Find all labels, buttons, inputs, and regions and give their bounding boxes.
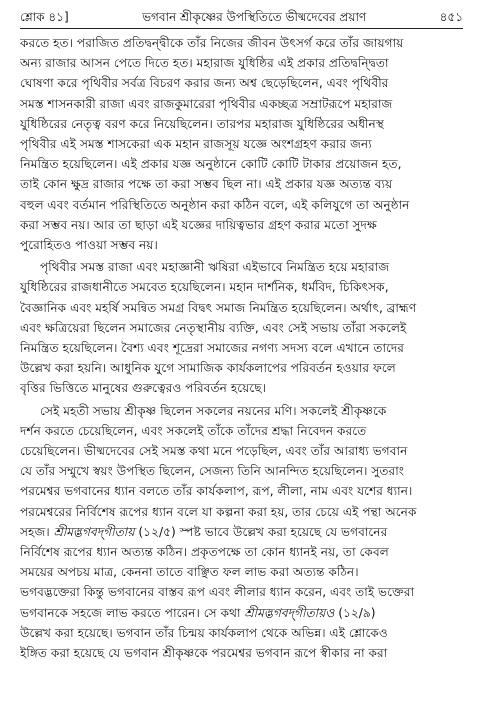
text-line: পৃথিবীর এই সমস্ত শাসকেরা এক মহান রাজসূয় যজ্ঞে অংশগ্রহণ করার জন্য (20, 137, 372, 152)
text-line: করতে হত। পরাজিত প্রতিদ্বন্দ্বীকে তাঁর নিজের জীবন উৎসর্গ করে তাঁর জায়গায় (20, 36, 404, 50)
text-line: এবং ক্ষত্রিয়েরা ছিলেন সমাজের নেতৃস্থানীয় ব্যক্তি, এবং সেই সভায় তাঁরা সকলেই (20, 320, 407, 335)
text-line: তাই কোন ক্ষুদ্র রাজার পক্ষে তা করা সম্ভব ছিল না। এই প্রকার যজ্ঞ অত্যন্ত ব্যয় (20, 177, 393, 192)
text-segment: (১২/৯) (334, 605, 376, 620)
text-line: সেই মহতী সভায় শ্রীকৃষ্ণ ছিলেন সকলের নয়নের মণি। সকলেই শ্রীকৃষ্ণকে (40, 403, 387, 418)
text-line: উল্লেখ করা হয়নি। আধুনিক যুগে সামাজিক কার্যকলাপের পরিবর্তন হওয়ার ফলে (20, 361, 396, 376)
verse-reference: শ্লোক ৪১] (20, 10, 69, 24)
chapter-title: ভগবান শ্রীকৃষ্ণের উপস্থিতিতে ভীষ্মদেবের প্রয়াণ (142, 10, 367, 24)
text-line: পরমেশ্বরের নির্বিশেষ রূপের ধ্যান বলে যা কল্পনা করা হয়, তার চেয়ে এই পন্থা অনেক (20, 504, 417, 519)
text-segment: (১২/৫) স্পষ্ট ভাবে উল্লেখ করা হয়েছে যে ভগবানের (134, 524, 388, 539)
text-line: দর্শন করতে চেয়েছিলেন, এবং সকলেই তাঁকে তাঁদের শ্রদ্ধা নিবেদন করতে (20, 423, 367, 438)
text-line: ভগবদ্ভক্তেরা কিন্তু ভগবানের বাস্তব রূপ এবং লীলার ধ্যান করেন, এবং তাই ভক্তেরা (20, 585, 415, 600)
text-line: পৃথিবীর সমস্ত রাজা এবং মহাজ্ঞানী ঋষিরা এইভাবে নিমন্ত্রিত হয়ে মহারাজ (40, 260, 390, 275)
text-line: নিমন্ত্রিত হয়েছিলেন। বৈশ্য এবং শূদ্রেরা সমাজের নগণ্য সদস্য বলে এখানে তাদের (20, 341, 405, 356)
page-number: ৪৫১ (439, 10, 463, 24)
text-line: পুরোহিতও পাওয়া সম্ভব নয়। (20, 238, 158, 253)
text-line-with-citation (20, 522, 463, 542)
scripture-title: শ্রীমদ্ভগবদ্‌গীতায়ও (244, 605, 335, 620)
scripture-title: শ্রীমদ্ভগবদ্‌গীতায় (53, 524, 135, 539)
text-segment: সহজ। (20, 524, 54, 539)
text-line: পরমেশ্বর ভগবানের ধ্যান বলতে তাঁর কার্যকলাপ, রূপ, লীলা, নাম এবং যশের ধ্যান। (20, 484, 413, 499)
text-line: করা সম্ভব নয়। আর তা ছাড়া এই যজ্ঞের দায়িত্বভার গ্রহণ করার মতো সুদক্ষ (20, 217, 377, 232)
text-line: সমস্ত শাসনকারী রাজা এবং রাজকুমারেরা পৃথিবীর একচ্ছত্র সম্রাটরূপে মহারাজ (20, 96, 393, 111)
text-line: যুধিষ্ঠিরের রাজধানীতে সমবেত হয়েছিলেন। মহান দার্শনিক, ধর্মবিদ, চিকিৎসক, (20, 280, 389, 295)
text-line: নিমন্ত্রিত হয়েছিলেন। এই প্রকার যজ্ঞ অনুষ্ঠানে কোটি কোটি টাকার প্রয়োজন হত, (20, 157, 402, 172)
text-line: চেয়েছিলেন। ভীষ্মদেবের সেই সমস্ত কথা মনে পড়েছিল, এবং তাঁর আরাধ্য ভগবান (20, 444, 408, 459)
paragraph-3 (20, 401, 463, 664)
paragraph-2 (20, 257, 463, 398)
text-line: বহুল এবং বর্তমান পরিস্থিতিতে অনুষ্ঠান করা কঠিন বলে, এই কলিযুগে তা অনুষ্ঠান (20, 197, 410, 212)
paragraph-1 (20, 33, 463, 255)
text-line: সময়ের অপচয় মাত্র, কেননা তাতে বাঞ্ছিত ফল লাভ করা অত্যন্ত কঠিন। (20, 565, 359, 580)
text-line: বৈজ্ঞানিক এবং মহর্ষি সমন্বিত সমগ্র বিদ্বৎ সমাজ নিমন্ত্রিত হয়েছিলেন। অর্থাৎ, ব্রাহ্মণ (20, 300, 417, 315)
text-line: বৃত্তির ভিত্তিতে মানুষের গুরুত্বেরও পরিবর্তন হয়েছে। (20, 381, 266, 396)
text-line: ঘোষণা করে পৃথিবীর সর্বত্র বিচরণ করার জন্য অশ্ব ছেড়েছিলেন, এবং পৃথিবীর (20, 76, 389, 91)
text-line: ইঙ্গিত করা হয়েছে যে ভগবান শ্রীকৃষ্ণকে পরমেশ্বর ভগবান রূপে স্বীকার না করা (20, 646, 388, 661)
text-segment: ভগবানকে সহজে লাভ করতে পারেন। সে কথা (20, 605, 245, 620)
text-line-with-citation (20, 603, 463, 623)
running-header (20, 8, 463, 29)
text-line: যুধিষ্ঠিরের নেতৃত্ব বরণ করে নিয়েছিলেন। তারপর মহারাজ যুধিষ্ঠিরের অধীনস্থ (20, 116, 384, 131)
text-line: নির্বিশেষ রূপের ধ্যান অত্যন্ত কঠিন। প্রকৃতপক্ষে তা কোন ধ্যানই নয়, তা কেবল (20, 545, 389, 560)
text-line: উল্লেখ করা হয়েছে। ভগবান তাঁর চিন্ময় কার্যকলাপ থেকে অভিন্ন। এই শ্লোকেও (20, 625, 388, 640)
body-text (20, 33, 463, 663)
text-line: অন্য রাজার আসন পেতে দিতে হত। মহারাজ যুধিষ্ঠির এই প্রকার প্রতিদ্বন্দ্বিতা (20, 56, 389, 71)
text-line: যে তাঁর সম্মুখে স্বয়ং উপস্থিত ছিলেন, সেজন্য তিনি আনন্দিত হয়েছিলেন। সুতরাং (20, 464, 405, 479)
